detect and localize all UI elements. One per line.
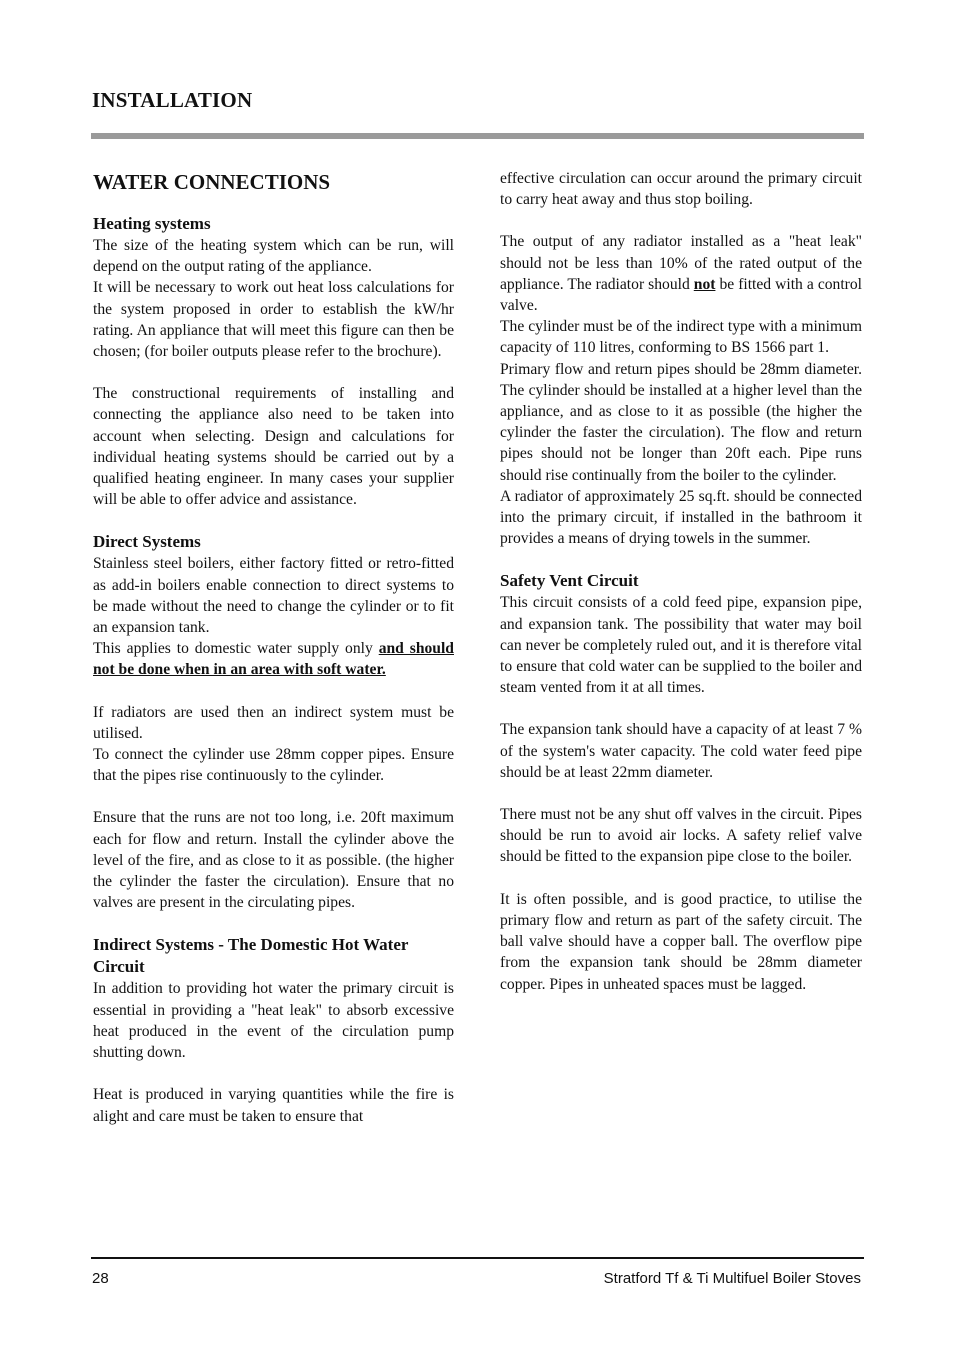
right-column — [500, 168, 862, 995]
left-column — [93, 168, 454, 1127]
heating-paragraph-2: It will be necessary to work out heat loss calculations for the system proposed in order to establish the kW/hr rating. An appliance that will meet this figure can then be chosen; (for boiler outputs please refer to the brochure). — [93, 279, 454, 361]
radiator-paragraph: A radiator of approximately 25 sq.ft. should be connected into the primary circuit, if installed in the bathroom it provides a means of drying towels in the summer. — [500, 487, 862, 548]
indirect-paragraph-2: Heat is produced in varying quantities while the fire is alight and care must be taken to ensure that — [93, 1086, 454, 1125]
footer-document-title: Stratford Tf & Ti Multifuel Boiler Stoves — [603, 1270, 861, 1287]
heat-leak-paragraph — [500, 231, 862, 316]
safety-paragraph-4: It is often possible, and is good practice, to utilise the primary flow and return as part of the safety circuit. The ball valve should have a copper ball. The overflow pipe from the expansion tank should be 28mm diameter copper. Pipes in unheated spaces must be lagged. — [500, 890, 862, 993]
direct-paragraph-4: To connect the cylinder use 28mm copper pipes. Ensure that the pipes rise continuously to the cylinder. — [93, 746, 454, 785]
heating-paragraph-3: The constructional requirements of installing and connecting the appliance also need to be taken into account when selecting. Design and calculations for individual heating systems should be carried out by a qualified heating engineer. In many cases your supplier will be able to offer advice and assistance. — [93, 385, 454, 509]
primary-flow-paragraph: Primary flow and return pipes should be 28mm diameter. The cylinder should be installed at a higher level than the appliance, and as close to it as possible (the higher the cylinder the faster the circulation). The flow and return pipes should not be longer than 20ft each. Pipe runs should rise continually from the boiler to the cylinder. — [500, 360, 862, 484]
safety-vent-heading: Safety Vent Circuit — [500, 571, 639, 591]
direct-systems-heading: Direct Systems — [93, 532, 201, 552]
heating-systems-heading: Heating systems — [93, 214, 211, 233]
heat-leak-tail: be fitted with a control valve. — [500, 275, 862, 315]
heat-leak-lead: The output of any radiator installed as a "heat leak" should not be less than 10% of the rated output of the appliance. The radiator should — [500, 233, 862, 293]
title-divider — [91, 133, 864, 139]
safety-paragraph-1: This circuit consists of a cold feed pipe, expansion pipe, and expansion tank. The possibility that water may boil can never be completely ruled out, and it is therefore vital to ensure that cold water can be supplied to the boiler and steam vented from it at all times. — [500, 594, 862, 697]
safety-paragraph-2: The expansion tank should have a capacity of at least 7 % of the system's water capacity. The cold water feed pipe should be at least 22mm diameter. — [500, 721, 862, 781]
not-emphasis: not — [693, 275, 716, 293]
soft-water-warning: and should not be done when in an area with soft water. — [93, 640, 454, 679]
direct-paragraph-2-lead: This applies to domestic water supply only — [93, 640, 379, 658]
indirect-systems-heading: Indirect Systems - The Domestic Hot Water Circuit — [93, 935, 409, 977]
indirect-paragraph-1: In addition to providing hot water the primary circuit is essential in providing a "heat leak" to absorb excessive heat produced in the event of the circulation pump shutting down. — [93, 980, 454, 1062]
page-title: INSTALLATION — [92, 88, 253, 112]
page-number: 28 — [92, 1270, 109, 1287]
direct-paragraph-2 — [93, 638, 454, 680]
direct-paragraph-1: Stainless steel boilers, either factory fitted or retro-fitted as add-in boilers enable connection to direct systems to be made without the need to change the cylinder or to fit an expansion tank. — [93, 555, 454, 637]
direct-paragraph-3: If radiators are used then an indirect system must be utilised. — [93, 703, 454, 742]
cylinder-paragraph: The cylinder must be of the indirect type with a minimum capacity of 110 litres, conforming to BS 1566 part 1. — [500, 318, 862, 357]
section-title: WATER CONNECTIONS — [93, 170, 331, 194]
direct-paragraph-5: Ensure that the runs are not too long, i.e. 20ft maximum each for flow and return. Install the cylinder above the level of the fire, and as close to it as possible. (the higher the cylinder the faster the circulation). Ensure that no valves are present in the circulating pipes. — [93, 809, 454, 912]
heating-paragraph-1: The size of the heating system which can be run, will depend on the output rating of the appliance. — [93, 237, 454, 276]
safety-paragraph-3: There must not be any shut off valves in the circuit. Pipes should be run to avoid air locks. A safety relief valve should be fitted to the expansion pipe close to the boiler. — [500, 806, 862, 866]
right-paragraph-1: effective circulation can occur around the primary circuit to carry heat away and thus stop boiling. — [500, 170, 862, 209]
footer-divider — [91, 1257, 864, 1259]
